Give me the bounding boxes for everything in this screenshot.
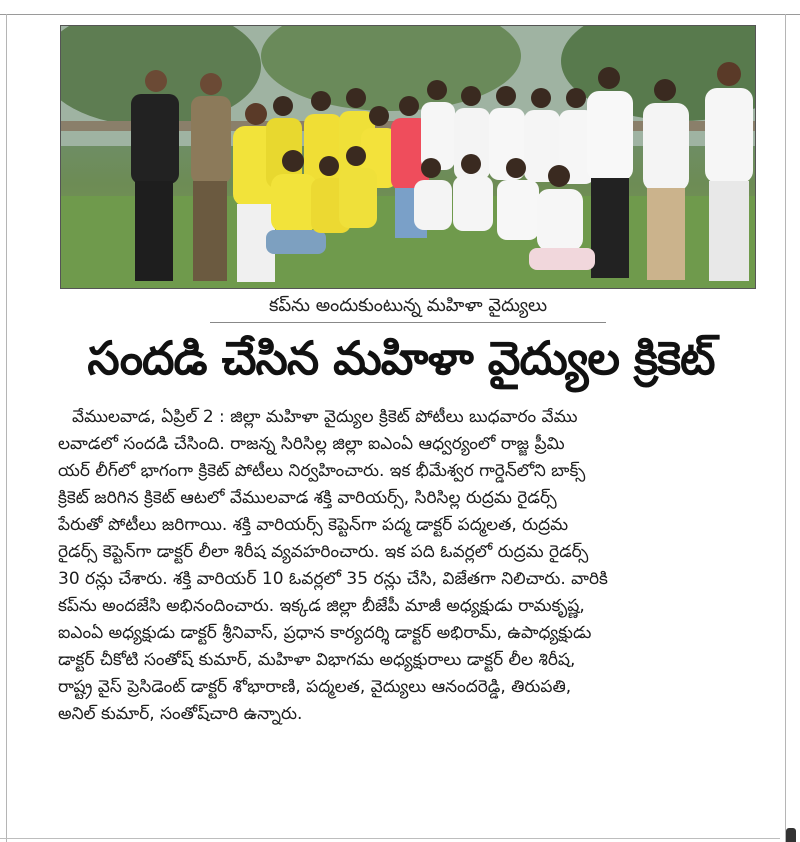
body-line: రైడర్స్ కెప్టెన్‌గా డాక్టర్ లీలా శిరీష వ్యవహరించారు. ఇక పది ఓవర్లలో రుద్రమ రైడర్స్	[58, 542, 589, 562]
body-line: కప్‌ను అందజేసి అభినందించారు. ఇక్కడ జిల్లా బీజేపీ మాజీ అధ్యక్షుడు రామకృష్ణ,	[58, 596, 585, 616]
body-line: 30 రన్లు చేశారు. శక్తి వారియర్ 10 ఓవర్లలో 35 రన్లు చేసి, విజేతగా నిలిచారు. వారికి	[58, 569, 608, 589]
article-body	[58, 404, 763, 728]
bottom-rule	[0, 838, 780, 839]
body-line: వేములవాడ, ఏప్రిల్ 2 : జిల్లా మహిళా వైద్యుల క్రికెట్ పోటీలు బుధవారం వేము	[72, 407, 578, 427]
body-line: యర్ లీగ్‌లో భాగంగా క్రికెట్ పోటీలు నిర్వహించారు. ఇక భీమేశ్వర గార్డెన్‌లోని బాక్స్	[58, 461, 586, 481]
body-line: ఐఎంఏ అధ్యక్షుడు డాక్టర్ శ్రీనివాస్, ప్రధాన కార్యదర్శి డాక్టర్ అభిరామ్, ఉపాధ్యక్షుడు	[58, 623, 592, 643]
body-line: రాష్ట్ర వైస్ ప్రెసిడెంట్ డాక్టర్ శోభారాణి, పద్మలత, వైద్యులు ఆనందరెడ్డి, తిరుపతి,	[58, 677, 572, 697]
body-line: డాక్టర్ చీకోటి సంతోష్ కుమార్, మహిళా విభాగమ అధ్యక్షురాలు డాక్టర్ లీల శిరీష,	[58, 650, 576, 670]
body-line: క్రికెట్ జరిగిన క్రికెట్ ఆటలో వేములవాడ శక్తి వారియర్స్, సిరిసిల్ల రుద్రమ రైడర్స్	[58, 488, 557, 508]
headline: సందడి చేసిన మహిళా వైద్యుల క్రికెట్	[87, 331, 715, 385]
right-column-rule	[785, 14, 786, 842]
body-line: లవాడలో సందడి చేసింది. రాజన్న సిరిసిల్ల జిల్లా ఐఎంఏ ఆధ్వర్యంలో రాజ్జ ప్రీమి	[58, 434, 565, 454]
body-line: అనిల్ కుమార్, సంతోష్‌చారి ఉన్నారు.	[58, 704, 303, 724]
page-edge-mark	[786, 828, 796, 842]
body-line: పేరుతో పోటీలు జరిగాయి. శక్తి వారియర్స్ కెప్టెన్‌గా పద్మ డాక్టర్ పద్మలత, రుద్రమ	[58, 515, 569, 535]
left-column-rule	[6, 14, 7, 842]
news-photo	[60, 25, 756, 289]
group-photo-icon	[61, 26, 755, 288]
top-rule	[0, 0, 800, 15]
photo-caption: కప్‌ను అందుకుంటున్న మహిళా వైద్యులు	[210, 292, 606, 323]
